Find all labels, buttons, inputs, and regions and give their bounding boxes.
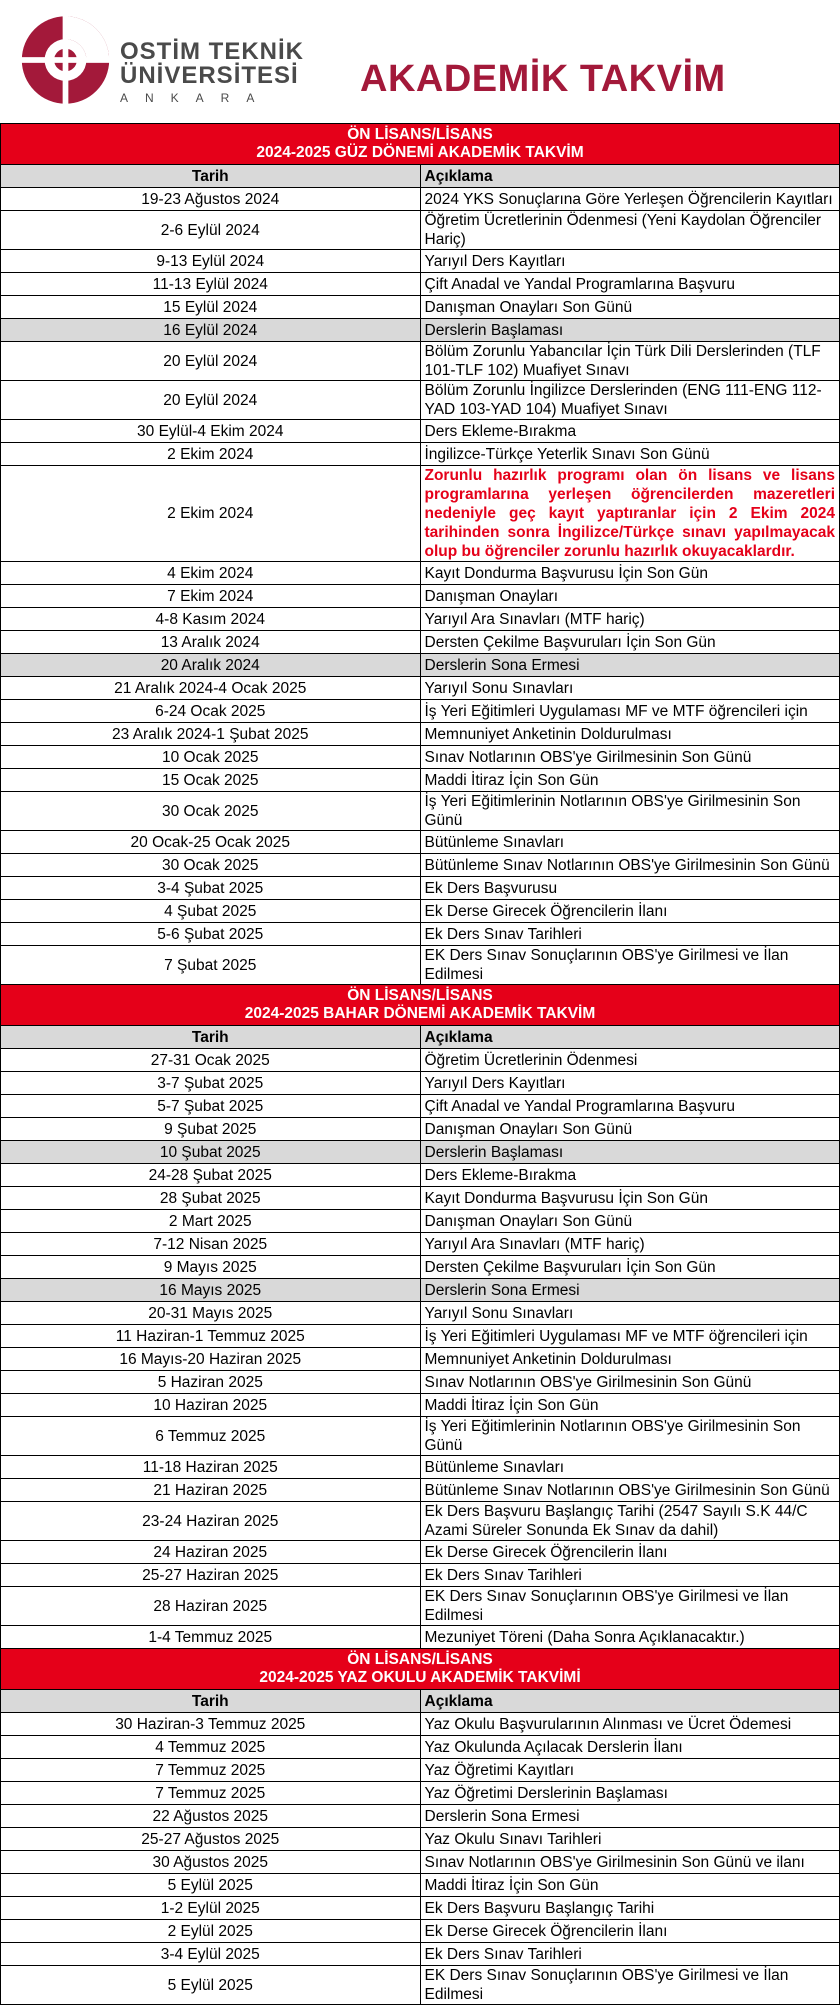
row-description: Yaz Okulu Başvurularının Alınması ve Ücret Ödemesi — [420, 1713, 840, 1736]
table-row — [1, 700, 840, 723]
column-header-description: Açıklama — [420, 1690, 840, 1713]
row-description: Ek Ders Başvuru Başlangıç Tarihi — [420, 1897, 840, 1920]
section-title-line2: 2024-2025 GÜZ DÖNEMİ AKADEMİK TAKVİM — [256, 144, 584, 161]
section-title-line1: ÖN LİSANS/LİSANS — [347, 126, 493, 143]
table-row — [1, 1805, 840, 1828]
row-description: Ek Derse Girecek Öğrencilerin İlanı — [420, 1541, 840, 1564]
row-date: 6 Temmuz 2025 — [1, 1417, 421, 1456]
row-date: 11-13 Eylül 2024 — [1, 273, 421, 296]
table-row — [1, 562, 840, 585]
row-description: Bütünleme Sınav Notlarının OBS'ye Girilmesinin Son Günü — [420, 1479, 840, 1502]
row-description: Dersten Çekilme Başvuruları İçin Son Gün — [420, 1256, 840, 1279]
row-date: 10 Ocak 2025 — [1, 746, 421, 769]
table-row — [1, 900, 840, 923]
table-row — [1, 420, 840, 443]
row-description: Derslerin Sona Ermesi — [420, 654, 840, 677]
table-row — [1, 585, 840, 608]
row-description: Danışman Onayları Son Günü — [420, 1118, 840, 1141]
table-row — [1, 1759, 840, 1782]
table-row — [1, 923, 840, 946]
table-row — [1, 1943, 840, 1966]
row-description: Danışman Onayları Son Günü — [420, 296, 840, 319]
row-date: 13 Aralık 2024 — [1, 631, 421, 654]
table-row — [1, 792, 840, 831]
table-row — [1, 296, 840, 319]
table-row — [1, 342, 840, 381]
row-description: 2024 YKS Sonuçlarına Göre Yerleşen Öğrencilerin Kayıtları — [420, 188, 840, 211]
section-title-line1: ÖN LİSANS/LİSANS — [347, 987, 493, 1004]
row-description: Maddi İtiraz İçin Son Gün — [420, 1394, 840, 1417]
row-description: Ek Ders Sınav Tarihleri — [420, 923, 840, 946]
row-description: Derslerin Sona Ermesi — [420, 1805, 840, 1828]
row-description: Derslerin Başlaması — [420, 319, 840, 342]
table-row — [1, 250, 840, 273]
row-date: 9 Mayıs 2025 — [1, 1256, 421, 1279]
row-description: Çift Anadal ve Yandal Programlarına Başvuru — [420, 1095, 840, 1118]
row-description: EK Ders Sınav Sonuçlarının OBS'ye Girilmesi ve İlan Edilmesi — [420, 1966, 840, 2005]
table-row — [1, 746, 840, 769]
table-row — [1, 273, 840, 296]
row-date: 25-27 Ağustos 2025 — [1, 1828, 421, 1851]
university-name — [120, 40, 304, 106]
table-row — [1, 1920, 840, 1943]
column-header-description: Açıklama — [420, 1026, 840, 1049]
table-row — [1, 1966, 840, 2005]
row-date: 4-8 Kasım 2024 — [1, 608, 421, 631]
table-row — [1, 1828, 840, 1851]
row-date: 5-7 Şubat 2025 — [1, 1095, 421, 1118]
page-title: AKADEMİK TAKVİM — [360, 58, 726, 100]
row-date: 7 Temmuz 2025 — [1, 1782, 421, 1805]
table-row — [1, 1279, 840, 1302]
row-date: 19-23 Ağustos 2024 — [1, 188, 421, 211]
table-row — [1, 1118, 840, 1141]
row-description: Kayıt Dondurma Başvurusu İçin Son Gün — [420, 1187, 840, 1210]
row-date: 2 Ekim 2024 — [1, 443, 421, 466]
row-description: Ek Ders Sınav Tarihleri — [420, 1564, 840, 1587]
section-header — [1, 985, 840, 1026]
row-description: İş Yeri Eğitimlerinin Notlarının OBS'ye Girilmesinin Son Günü — [420, 1417, 840, 1456]
row-date: 20 Aralık 2024 — [1, 654, 421, 677]
table-row — [1, 831, 840, 854]
table-row — [1, 1502, 840, 1541]
row-date: 3-7 Şubat 2025 — [1, 1072, 421, 1095]
row-description: Memnuniyet Anketinin Doldurulması — [420, 723, 840, 746]
table-row — [1, 1164, 840, 1187]
row-description: Öğretim Ücretlerinin Ödenmesi — [420, 1049, 840, 1072]
row-description: Ders Ekleme-Bırakma — [420, 1164, 840, 1187]
row-date: 1-2 Eylül 2025 — [1, 1897, 421, 1920]
row-description: Maddi İtiraz İçin Son Gün — [420, 769, 840, 792]
row-date: 2 Ekim 2024 — [1, 466, 421, 562]
row-date: 28 Şubat 2025 — [1, 1187, 421, 1210]
table-row — [1, 1302, 840, 1325]
table-row — [1, 1874, 840, 1897]
table-row — [1, 1456, 840, 1479]
row-date: 3-4 Şubat 2025 — [1, 877, 421, 900]
university-name-line1: OSTİM TEKNİK — [120, 38, 304, 65]
table-row — [1, 1417, 840, 1456]
row-date: 4 Ekim 2024 — [1, 562, 421, 585]
section-title — [1, 1649, 840, 1690]
table-row — [1, 1713, 840, 1736]
row-date: 20 Eylül 2024 — [1, 342, 421, 381]
table-row — [1, 443, 840, 466]
table-row — [1, 1897, 840, 1920]
row-description: Derslerin Başlaması — [420, 1141, 840, 1164]
row-description: Memnuniyet Anketinin Doldurulması — [420, 1348, 840, 1371]
row-description: Bütünleme Sınavları — [420, 1456, 840, 1479]
row-description: Danışman Onayları Son Günü — [420, 1210, 840, 1233]
row-description: Sınav Notlarının OBS'ye Girilmesinin Son Günü — [420, 746, 840, 769]
row-description: Bütünleme Sınav Notlarının OBS'ye Girilmesinin Son Günü — [420, 854, 840, 877]
row-description: Ders Ekleme-Bırakma — [420, 420, 840, 443]
row-date: 15 Eylül 2024 — [1, 296, 421, 319]
table-row — [1, 1479, 840, 1502]
table-row — [1, 677, 840, 700]
table-row — [1, 1049, 840, 1072]
section-title-line1: ÖN LİSANS/LİSANS — [347, 1651, 493, 1668]
table-row — [1, 1141, 840, 1164]
table-row — [1, 1210, 840, 1233]
row-date: 30 Eylül-4 Ekim 2024 — [1, 420, 421, 443]
row-date: 2-6 Eylül 2024 — [1, 211, 421, 250]
row-description: Sınav Notlarının OBS'ye Girilmesinin Son Günü — [420, 1371, 840, 1394]
row-description: Bütünleme Sınavları — [420, 831, 840, 854]
table-row — [1, 1072, 840, 1095]
row-description: EK Ders Sınav Sonuçlarının OBS'ye Girilmesi ve İlan Edilmesi — [420, 946, 840, 985]
table-row — [1, 1851, 840, 1874]
row-description: Öğretim Ücretlerinin Ödenmesi (Yeni Kaydolan Öğrenciler Hariç) — [420, 211, 840, 250]
row-date: 21 Haziran 2025 — [1, 1479, 421, 1502]
row-description: Yaz Okulunda Açılacak Derslerin İlanı — [420, 1736, 840, 1759]
row-description: Yarıyıl Sonu Sınavları — [420, 1302, 840, 1325]
table-row — [1, 1348, 840, 1371]
table-row — [1, 1736, 840, 1759]
table-row — [1, 877, 840, 900]
row-description: Yarıyıl Ara Sınavları (MTF hariç) — [420, 608, 840, 631]
table-row — [1, 1325, 840, 1348]
row-description: Ek Ders Başvuru Başlangıç Tarihi (2547 Sayılı S.K 44/C Azami Süreler Sonunda Ek Sınav da dahil) — [420, 1502, 840, 1541]
row-date: 28 Haziran 2025 — [1, 1587, 421, 1626]
university-city: ANKARA — [120, 91, 272, 105]
row-date: 2 Eylül 2025 — [1, 1920, 421, 1943]
row-date: 1-4 Temmuz 2025 — [1, 1626, 421, 1649]
row-date: 5 Haziran 2025 — [1, 1371, 421, 1394]
row-description: Derslerin Sona Ermesi — [420, 1279, 840, 1302]
row-date: 7 Ekim 2024 — [1, 585, 421, 608]
row-date: 5 Eylül 2025 — [1, 1874, 421, 1897]
row-description: Çift Anadal ve Yandal Programlarına Başvuru — [420, 273, 840, 296]
table-row — [1, 1541, 840, 1564]
row-date: 30 Haziran-3 Temmuz 2025 — [1, 1713, 421, 1736]
academic-calendar-table — [0, 123, 840, 2005]
table-row — [1, 1564, 840, 1587]
row-date: 2 Mart 2025 — [1, 1210, 421, 1233]
column-header-date: Tarih — [1, 165, 421, 188]
row-date: 11-18 Haziran 2025 — [1, 1456, 421, 1479]
table-row — [1, 188, 840, 211]
column-header-description: Açıklama — [420, 165, 840, 188]
row-description: İş Yeri Eğitimleri Uygulaması MF ve MTF öğrencileri için — [420, 1325, 840, 1348]
row-date: 16 Mayıs-20 Haziran 2025 — [1, 1348, 421, 1371]
row-date: 27-31 Ocak 2025 — [1, 1049, 421, 1072]
row-date: 7 Temmuz 2025 — [1, 1759, 421, 1782]
row-description: Bölüm Zorunlu İngilizce Derslerinden (ENG 111-ENG 112-YAD 103-YAD 104) Muafiyet Sınavı — [420, 381, 840, 420]
row-date: 7 Şubat 2025 — [1, 946, 421, 985]
table-row — [1, 1233, 840, 1256]
row-date: 23-24 Haziran 2025 — [1, 1502, 421, 1541]
table-row — [1, 631, 840, 654]
row-description: Dersten Çekilme Başvuruları İçin Son Gün — [420, 631, 840, 654]
table-row — [1, 1587, 840, 1626]
row-description: Kayıt Dondurma Başvurusu İçin Son Gün — [420, 562, 840, 585]
section-header — [1, 124, 840, 165]
table-row — [1, 854, 840, 877]
section-title — [1, 985, 840, 1026]
row-date: 10 Haziran 2025 — [1, 1394, 421, 1417]
row-date: 20 Ocak-25 Ocak 2025 — [1, 831, 421, 854]
table-row — [1, 769, 840, 792]
table-row — [1, 946, 840, 985]
row-description: Mezuniyet Töreni (Daha Sonra Açıklanacaktır.) — [420, 1626, 840, 1649]
row-description: Ek Derse Girecek Öğrencilerin İlanı — [420, 900, 840, 923]
table-row — [1, 381, 840, 420]
table-row — [1, 654, 840, 677]
column-header-row — [1, 1690, 840, 1713]
table-row — [1, 608, 840, 631]
table-row — [1, 1782, 840, 1805]
row-date: 5-6 Şubat 2025 — [1, 923, 421, 946]
row-date: 22 Ağustos 2025 — [1, 1805, 421, 1828]
row-date: 24 Haziran 2025 — [1, 1541, 421, 1564]
row-description: Ek Ders Sınav Tarihleri — [420, 1943, 840, 1966]
row-date: 4 Temmuz 2025 — [1, 1736, 421, 1759]
row-description: Yaz Öğretimi Derslerinin Başlaması — [420, 1782, 840, 1805]
row-description: Yaz Öğretimi Kayıtları — [420, 1759, 840, 1782]
row-description: Bölüm Zorunlu Yabancılar İçin Türk Dili Derslerinden (TLF 101-TLF 102) Muafiyet Sınavı — [420, 342, 840, 381]
column-header-date: Tarih — [1, 1690, 421, 1713]
row-description: Yaz Okulu Sınavı Tarihleri — [420, 1828, 840, 1851]
row-description: İş Yeri Eğitimlerinin Notlarının OBS'ye Girilmesinin Son Günü — [420, 792, 840, 831]
table-row — [1, 211, 840, 250]
table-row — [1, 319, 840, 342]
row-date: 9-13 Eylül 2024 — [1, 250, 421, 273]
row-description: Ek Derse Girecek Öğrencilerin İlanı — [420, 1920, 840, 1943]
row-date: 3-4 Eylül 2025 — [1, 1943, 421, 1966]
row-description: EK Ders Sınav Sonuçlarının OBS'ye Girilmesi ve İlan Edilmesi — [420, 1587, 840, 1626]
row-date: 20-31 Mayıs 2025 — [1, 1302, 421, 1325]
calendar-body — [1, 124, 840, 2005]
row-date: 9 Şubat 2025 — [1, 1118, 421, 1141]
row-date: 20 Eylül 2024 — [1, 381, 421, 420]
row-date: 4 Şubat 2025 — [1, 900, 421, 923]
row-description: Ek Ders Başvurusu — [420, 877, 840, 900]
table-row — [1, 1256, 840, 1279]
table-row — [1, 1095, 840, 1118]
row-description: Yarıyıl Ders Kayıtları — [420, 250, 840, 273]
row-warning-note: Zorunlu hazırlık programı olan ön lisans ve lisans programlarına yerleşen öğrencilerden mazeretleri nedeniyle geç kayıt yaptıranlar için 2 Ekim 2024 tarihinden sonra İngilizce/Türkçe sınavı yapılmayacak olup bu öğrenciler zorunlu hazırlık okuyacaklardır. — [420, 466, 840, 562]
row-date: 30 Ocak 2025 — [1, 792, 421, 831]
table-row — [1, 1371, 840, 1394]
row-date: 7-12 Nisan 2025 — [1, 1233, 421, 1256]
row-date: 6-24 Ocak 2025 — [1, 700, 421, 723]
row-date: 24-28 Şubat 2025 — [1, 1164, 421, 1187]
page-header — [0, 0, 840, 123]
row-date: 10 Şubat 2025 — [1, 1141, 421, 1164]
row-description: Yarıyıl Ders Kayıtları — [420, 1072, 840, 1095]
table-row — [1, 1187, 840, 1210]
university-name-line2: ÜNİVERSİTESİ — [120, 62, 299, 89]
section-title-line2: 2024-2025 BAHAR DÖNEMİ AKADEMİK TAKVİM — [244, 1005, 596, 1022]
row-date: 21 Aralık 2024-4 Ocak 2025 — [1, 677, 421, 700]
row-description: Danışman Onayları — [420, 585, 840, 608]
row-date: 25-27 Haziran 2025 — [1, 1564, 421, 1587]
row-description: İngilizce-Türkçe Yeterlik Sınavı Son Günü — [420, 443, 840, 466]
row-description: Sınav Notlarının OBS'ye Girilmesinin Son Günü ve ilanı — [420, 1851, 840, 1874]
row-date: 15 Ocak 2025 — [1, 769, 421, 792]
table-row — [1, 1626, 840, 1649]
row-date: 16 Mayıs 2025 — [1, 1279, 421, 1302]
row-date: 23 Aralık 2024-1 Şubat 2025 — [1, 723, 421, 746]
row-description: Yarıyıl Ara Sınavları (MTF hariç) — [420, 1233, 840, 1256]
section-header — [1, 1649, 840, 1690]
section-title — [1, 124, 840, 165]
row-date: 5 Eylül 2025 — [1, 1966, 421, 2005]
row-date: 11 Haziran-1 Temmuz 2025 — [1, 1325, 421, 1348]
table-row — [1, 466, 840, 562]
table-row — [1, 1394, 840, 1417]
table-row — [1, 723, 840, 746]
row-date: 16 Eylül 2024 — [1, 319, 421, 342]
row-description: Yarıyıl Sonu Sınavları — [420, 677, 840, 700]
column-header-date: Tarih — [1, 1026, 421, 1049]
section-title-line2: 2024-2025 YAZ OKULU AKADEMİK TAKVİMİ — [259, 1669, 581, 1686]
column-header-row — [1, 165, 840, 188]
university-logo-icon — [18, 10, 113, 110]
row-date: 30 Ağustos 2025 — [1, 1851, 421, 1874]
row-description: Maddi İtiraz İçin Son Gün — [420, 1874, 840, 1897]
row-description: İş Yeri Eğitimleri Uygulaması MF ve MTF öğrencileri için — [420, 700, 840, 723]
row-date: 30 Ocak 2025 — [1, 854, 421, 877]
column-header-row — [1, 1026, 840, 1049]
